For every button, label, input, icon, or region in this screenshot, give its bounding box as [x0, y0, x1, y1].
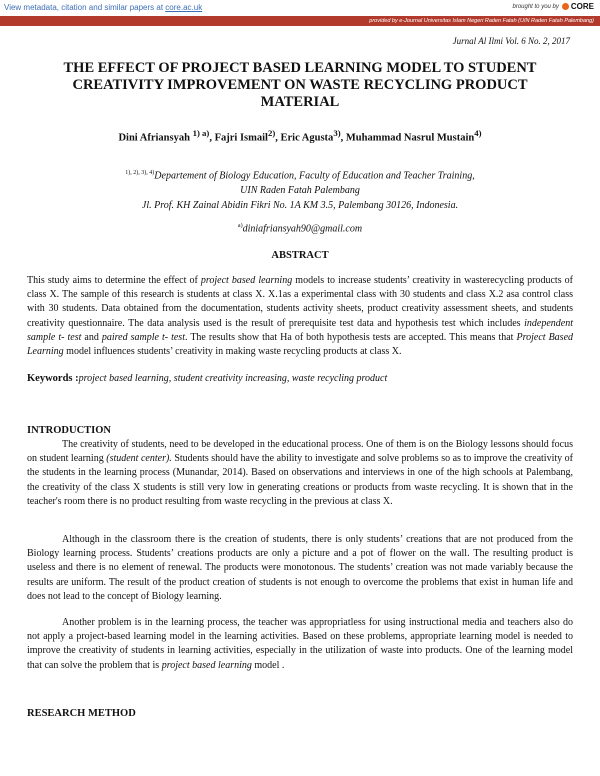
email: [0, 223, 600, 234]
intro-text: model .: [251, 659, 285, 671]
abstract-text: This study aims to determine the effect of: [27, 275, 201, 286]
journal-reference: Jurnal Al Ilmi Vol. 6 No. 2, 2017: [452, 36, 570, 46]
core-branding: [513, 2, 595, 11]
core-logo[interactable]: [562, 2, 594, 11]
abstract-heading: ABSTRACT: [271, 250, 329, 261]
paper-title: THE EFFECT OF PROJECT BASED LEARNING MODEL TO STUDENT CREATIVITY IMPROVEMENT ON WASTE RECYCLING PRODUCT MATERIAL: [63, 60, 537, 110]
abstract-emph: project based learning: [200, 275, 293, 286]
affiliation-line-3: Jl. Prof. KH Zainal Abidin Fikri No. 1A KM 3.5, Palembang 30126, Indonesia.: [141, 200, 459, 212]
provided-by-text: provided by e-Journal Universitas Islam Negeri Raden Fatah (UIN Raden Fatah Palembang): [369, 18, 594, 24]
intro-emph: (student center).: [106, 453, 172, 465]
core-header: [0, 0, 600, 16]
provided-by-bar: [0, 16, 600, 26]
intro-paragraph-2: Although in the classroom there is the creation of students, there is only students’ creations that are not produced from the Biology learning process. Students’ creations products are only a picture and a pot of flower on the wall. The resulting product is useless and there is no element of renewal. The products were monotonous. The students’ creation was not made variably because the results are uniform. The result of the product creation of students is not enough to overcome the problems that exist in human life and does not lead to the concept of Biology learning.: [27, 534, 573, 602]
core-logo-text: CORE: [570, 2, 594, 11]
abstract-text: and: [81, 331, 102, 343]
author-sup: 2): [267, 128, 276, 138]
affiliation-dept: Departement of Biology Education, Faculty of Education and Teacher Training,: [154, 170, 475, 182]
affiliation-sup: 1), 2), 3), 4): [125, 170, 155, 176]
author-separator: ,: [340, 132, 346, 144]
keywords-text: project based learning, student creativity increasing, waste recycling product: [78, 373, 388, 384]
abstract-emph: independent sample t- test: [27, 317, 573, 343]
abstract-text: model influences students’ creativity in making waste recycling products at class X.: [63, 346, 402, 358]
author-name: Eric Agusta: [280, 132, 334, 144]
author-separator: ,: [209, 132, 215, 144]
core-metadata-line: [4, 3, 202, 12]
author-list: [0, 128, 600, 144]
abstract-text: models to increase students’ creativity in wasterecycling products of class X. The sample of this research is students at class X. X.1as a experimental class with 30 students and class X.2 asa control class with 30 students. Data obtained from the documentation, students activity sheets, product creativity assessment sheets, and students creativity questionnaire. The data analysis used is the result of prerequisite test data and hypothesis test which includes: [27, 275, 574, 329]
keywords-label: Keywords :: [27, 373, 79, 384]
email-address: diniafriansyah90@gmail.com: [242, 223, 363, 235]
affiliation: [0, 166, 600, 213]
author-name: Fajri Ismail: [214, 132, 268, 144]
core-metadata-text: View metadata, citation and similar papers at: [4, 3, 166, 12]
brought-by-text: brought to you by: [512, 3, 559, 10]
intro-text: The creativity of students, need to be developed in the educational process. One of them is on the Biology lessons should focus on student learning: [27, 439, 573, 465]
intro-emph: project based learning: [161, 659, 252, 671]
research-method-heading: RESEARCH METHOD: [27, 708, 136, 719]
author-separator: ,: [275, 132, 281, 144]
author-sup: 4): [474, 128, 482, 138]
abstract-emph: paired sample t- test: [101, 331, 185, 343]
author-sup: 3): [333, 128, 341, 138]
intro-paragraph-1: [27, 438, 573, 509]
email-sup: a): [237, 223, 243, 229]
abstract-text: . The results show that Ha of both hypothesis tests are accepted. This means that: [184, 331, 517, 343]
core-link[interactable]: core.ac.uk: [165, 3, 203, 12]
author-sup: 1) a): [192, 128, 210, 138]
introduction-heading: INTRODUCTION: [27, 425, 112, 436]
keywords: [27, 373, 387, 384]
author-name: Muhammad Nasrul Mustain: [345, 132, 475, 144]
intro-text: Another problem is in the learning process, the teacher was appropriatless for using instructional media and teachers also do not apply a project-based learning model in the learning activities. Based on these problems, appropriate learning model is needed to improve the creativity of students in learning activities, especially in the utilization of waste into products. One of the learning model that can solve the problem that is: [27, 617, 573, 671]
intro-text: Students should have the ability to investigate and solve problems so as to improve the creativity of the students in the learning process (Munandar, 2014). Based on observations and interviews in one of the high schools at Palembang, the creativity of the class X students is still very low in generating creations or products from waste recycling. It is shown that in the teacher's room there is no product resulting from waste recycling in the previous at class X.: [27, 453, 573, 507]
intro-paragraph-3: [27, 616, 573, 673]
core-logo-icon: [562, 3, 569, 10]
abstract-emph: Project Based Learning: [27, 331, 574, 358]
affiliation-line-2: UIN Raden Fatah Palembang: [240, 185, 360, 197]
abstract-body: [27, 274, 573, 359]
affiliation-line-1: [0, 166, 600, 183]
author-name: Dini Afriansyah: [118, 132, 190, 144]
